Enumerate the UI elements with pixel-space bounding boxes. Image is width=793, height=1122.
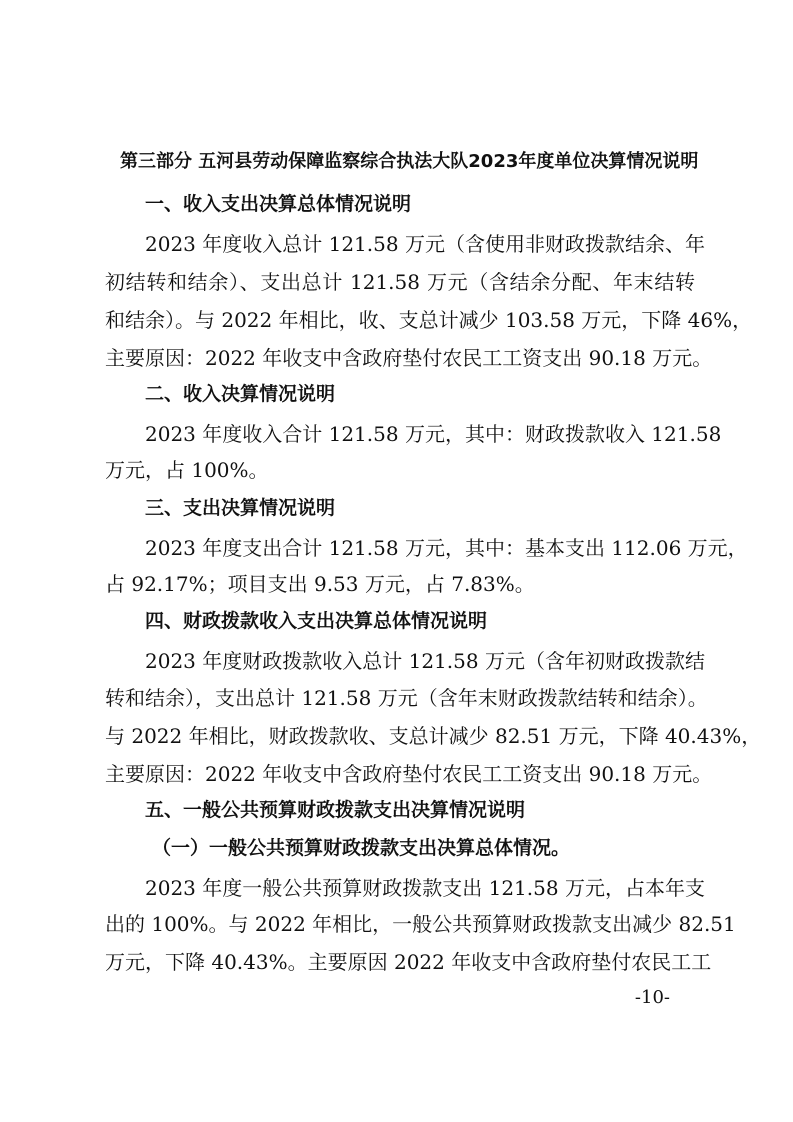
- paragraph-line: 和结余）。与 2022 年相比，收、支总计减少 103.58 万元，下降 46%，: [105, 308, 753, 332]
- paragraph-line: 万元，占 100%。: [105, 458, 269, 482]
- paragraph-line: 主要原因：2022 年收支中含政府垫付农民工工资支出 90.18 万元。: [105, 346, 713, 370]
- paragraph-line: 2023 年度财政拨款收入总计 121.58 万元（含年初财政拨款结: [145, 649, 705, 673]
- paragraph-line: 2023 年度一般公共预算财政拨款支出 121.58 万元，占本年支: [145, 876, 705, 900]
- paragraph-line: 转和结余），支出总计 121.58 万元（含年末财政拨款结转和结余）。: [105, 686, 708, 710]
- paragraph-line: 出的 100%。与 2022 年相比，一般公共预算财政拨款支出减少 82.51: [105, 912, 736, 936]
- paragraph-line: 初结转和结余）、支出总计 121.58 万元（含结余分配、年末结转: [105, 270, 695, 294]
- section-heading-3: 三、支出决算情况说明: [145, 497, 336, 519]
- section-heading-5: 五、一般公共预算财政拨款支出决算情况说明: [145, 799, 526, 821]
- section-heading-1: 一、收入支出决算总体情况说明: [145, 193, 412, 215]
- paragraph-line: 2023 年度收入总计 121.58 万元（含使用非财政拨款结余、年: [145, 232, 705, 256]
- page-number: -10-: [634, 987, 670, 1008]
- paragraph-line: 2023 年度支出合计 121.58 万元，其中：基本支出 112.06 万元，: [145, 536, 748, 560]
- paragraph-line: 与 2022 年相比，财政拨款收、支总计减少 82.51 万元，下降 40.43%，: [105, 724, 762, 748]
- paragraph-line: 主要原因：2022 年收支中含政府垫付农民工工资支出 90.18 万元。: [105, 762, 713, 786]
- subsection-heading-1: （一）一般公共预算财政拨款支出决算总体情况。: [152, 837, 571, 859]
- paragraph-line: 万元，下降 40.43%。主要原因 2022 年收支中含政府垫付农民工工: [105, 950, 712, 974]
- section-heading-4: 四、财政拨款收入支出决算总体情况说明: [145, 610, 488, 632]
- paragraph-line: 2023 年度收入合计 121.58 万元，其中：财政拨款收入 121.58: [145, 422, 722, 446]
- document-title: 第三部分 五河县劳动保障监察综合执法大队2023年度单位决算情况说明: [120, 151, 699, 172]
- paragraph-line: 占 92.17%；项目支出 9.53 万元，占 7.83%。: [105, 572, 535, 596]
- section-heading-2: 二、收入决算情况说明: [145, 383, 336, 405]
